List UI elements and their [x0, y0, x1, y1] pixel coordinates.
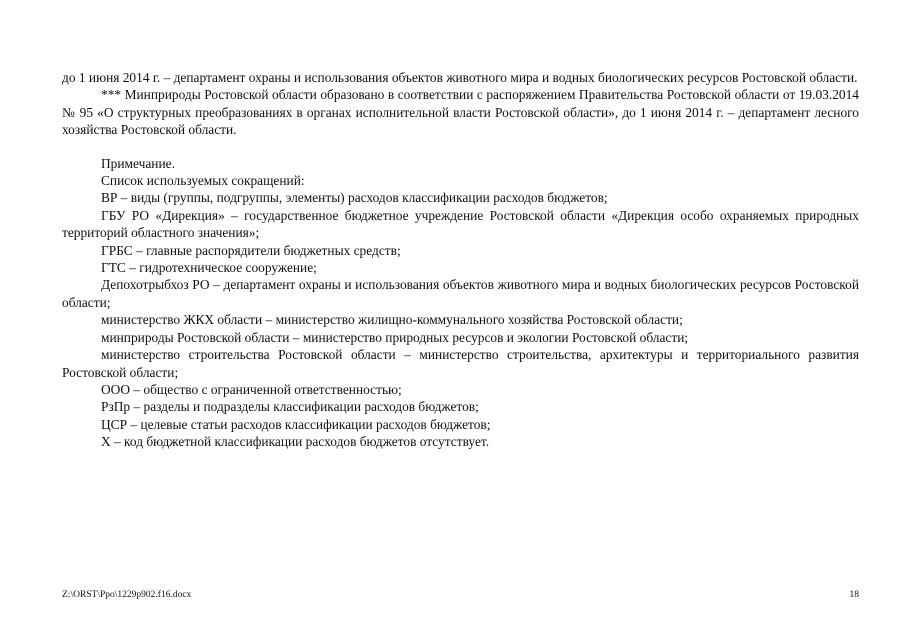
spacer [62, 139, 859, 155]
abbreviation-item: Депохотрыбхоз РО – департамент охраны и использования объектов животного мира и водных биологических ресурсов Ростовской области; [62, 277, 859, 310]
footer-file-path: Z:\ORST\Ppo\1229p902.f16.docx [62, 590, 192, 600]
page-number: 18 [849, 590, 859, 600]
abbreviation-item: ГТС – гидротехническое сооружение; [101, 260, 317, 276]
abbreviation-item: ЦСР – целевые статьи расходов классификации расходов бюджетов; [101, 416, 491, 432]
abbreviations-title: Список используемых сокращений: [101, 173, 305, 189]
document-body [62, 69, 859, 451]
abbreviation-item: ВР – виды (группы, подгруппы, элементы) расходов классификации расходов бюджетов; [101, 190, 608, 206]
abbreviation-item: министерство строительства Ростовской области – министерство строительства, архитектуры и территориального развития Ростовской области; [62, 347, 859, 380]
abbreviation-item: министерство ЖКХ области – министерство жилищно-коммунального хозяйства Ростовской области; [101, 312, 683, 328]
continuation-paragraph: до 1 июня 2014 г. – департамент охраны и использования объектов животного мира и водных биологических ресурсов Ростовской области. [62, 70, 858, 85]
abbreviation-item: ООО – общество с ограниченной ответственностью; [101, 381, 402, 397]
abbreviation-item: минприроды Ростовской области – министерство природных ресурсов и экологии Ростовской области; [101, 329, 689, 345]
abbreviation-item: ГРБС – главные распорядители бюджетных средств; [101, 242, 401, 258]
note-title: Примечание. [101, 155, 175, 171]
abbreviation-item: РзПр – разделы и подразделы классификации расходов бюджетов; [101, 399, 479, 415]
footnote-paragraph: *** Минприроды Ростовской области образовано в соответствии с распоряжением Правительства Ростовской области от 19.03.2014 № 95 «О структурных преобразованиях в органах исполнительной власти Ростовской области», до 1 июня 2014 г. – департамент лесного хозяйства Ростовской области. [62, 87, 859, 138]
abbreviation-item: Х – код бюджетной классификации расходов бюджетов отсутствует. [101, 434, 490, 450]
abbreviation-item: ГБУ РО «Дирекция» – государственное бюджетное учреждение Ростовской области «Дирекция особо охраняемых природных территорий областного значения»; [62, 207, 859, 241]
